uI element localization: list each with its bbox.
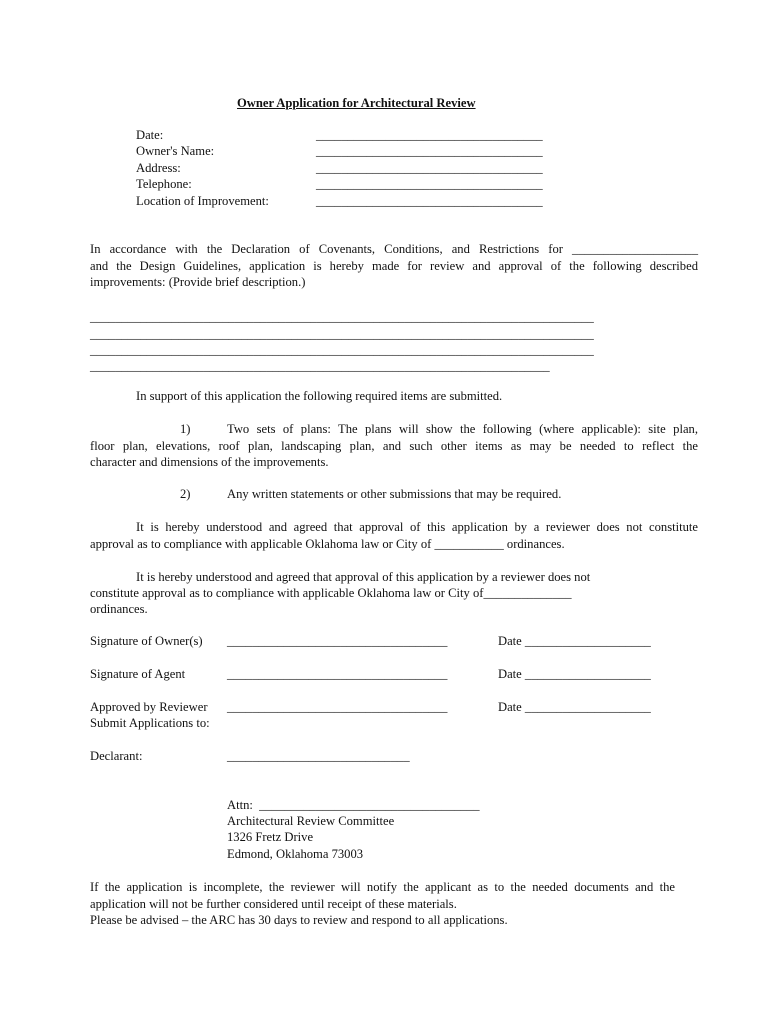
submit-label: Submit Applications to: <box>90 716 210 730</box>
agent-signature-label: Signature of Agent <box>90 667 186 681</box>
agent-signature-line[interactable]: ___________________________________ <box>227 667 448 681</box>
item-line-1: Any written statements or other submissions that may be required. <box>227 487 562 501</box>
agent-signature-date[interactable]: Date ____________________ <box>498 667 651 681</box>
telephone-label: Telephone: <box>136 177 192 191</box>
description-line[interactable]: ________________________________________________________________________________ <box>90 343 594 357</box>
description-line[interactable]: ________________________________________________________________________________ <box>90 327 594 341</box>
footer-line-2: application will not be further considered until receipt of these materials. <box>90 897 457 911</box>
date-field[interactable]: ____________________________________ <box>316 128 543 142</box>
address-field[interactable]: ____________________________________ <box>316 161 543 175</box>
intro-line-2: and the Design Guidelines, application is hereby made for review and approval of the following described <box>90 259 698 273</box>
para2-line-1: It is hereby understood and agreed that approval of this application by a reviewer does not <box>136 570 591 584</box>
para1-line-2: approval as to compliance with applicable Oklahoma law or City of ___________ ordinances. <box>90 537 565 551</box>
date-label: Date: <box>136 128 164 142</box>
address-street: 1326 Fretz Drive <box>227 830 314 844</box>
declarant-line[interactable]: _____________________________ <box>227 749 410 763</box>
para2-line-2: constitute approval as to compliance with applicable Oklahoma law or City of______________ <box>90 586 572 600</box>
declarant-label: Declarant: <box>90 749 143 763</box>
item-line-1: Two sets of plans: The plans will show the following (where applicable): site plan, <box>227 422 698 436</box>
owner-signature-date[interactable]: Date ____________________ <box>498 634 651 648</box>
description-line[interactable]: _________________________________________________________________________ <box>90 359 550 373</box>
para2-line-3: ordinances. <box>90 602 148 616</box>
location-field[interactable]: ____________________________________ <box>316 194 543 208</box>
telephone-field[interactable]: ____________________________________ <box>316 177 543 191</box>
intro-line-3: improvements: (Provide brief description.) <box>90 275 306 289</box>
address-label: Address: <box>136 161 181 175</box>
page-title: Owner Application for Architectural Review <box>237 96 476 110</box>
reviewer-signature-label: Approved by Reviewer <box>90 700 208 714</box>
reviewer-signature-date[interactable]: Date ____________________ <box>498 700 651 714</box>
item-line-3: character and dimensions of the improvements. <box>90 455 329 469</box>
owner-signature-label: Signature of Owner(s) <box>90 634 203 648</box>
owner-name-field[interactable]: ____________________________________ <box>316 144 543 158</box>
reviewer-signature-line[interactable]: ___________________________________ <box>227 700 448 714</box>
location-label: Location of Improvement: <box>136 194 269 208</box>
description-line[interactable]: ________________________________________________________________________________ <box>90 310 594 324</box>
item-number: 2) <box>180 487 191 501</box>
item-number: 1) <box>180 422 191 436</box>
item-line-2: floor plan, elevations, roof plan, landscaping plan, and such other items as may be needed to reflect the <box>90 439 698 453</box>
footer-line-1: If the application is incomplete, the reviewer will notify the applicant as to the needed documents and the <box>90 880 675 894</box>
para1-line-1: It is hereby understood and agreed that approval of this application by a reviewer does not constitute <box>136 520 698 534</box>
support-text: In support of this application the following required items are submitted. <box>136 389 503 403</box>
intro-line-1: In accordance with the Declaration of Covenants, Conditions, and Restrictions for ____________________ <box>90 242 698 256</box>
address-city: Edmond, Oklahoma 73003 <box>227 847 364 861</box>
address-org: Architectural Review Committee <box>227 814 395 828</box>
owner-signature-line[interactable]: ___________________________________ <box>227 634 448 648</box>
footer-line-3: Please be advised – the ARC has 30 days to review and respond to all applications. <box>90 913 508 927</box>
attn-line: Attn: ___________________________________ <box>227 798 480 812</box>
owner-name-label: Owner's Name: <box>136 144 215 158</box>
